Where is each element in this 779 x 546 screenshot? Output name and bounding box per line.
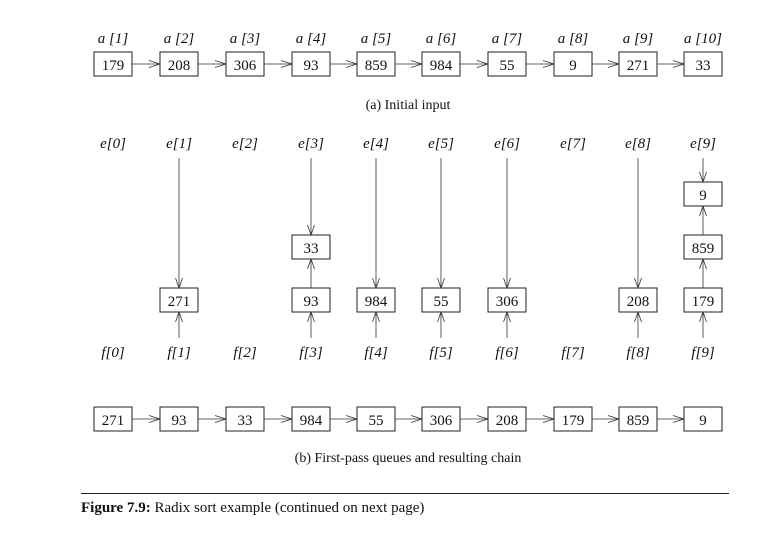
queue-node-value: 984 [364,294,388,310]
queue-node [292,288,330,312]
queue-front-label: f[5] [429,345,453,361]
queue-front-arrow [176,312,183,338]
queue-front-arrow [700,312,707,338]
initial-index-label: a [10] [684,31,722,47]
queue-node [422,288,460,312]
queue-front-arrow [438,312,445,338]
chain-link-arrow [526,416,554,423]
chain-node-value: 306 [429,413,453,429]
initial-node-value: 271 [626,58,650,74]
queue-link-arrow [700,259,707,288]
chain-link-arrow [198,416,226,423]
queue-front-label: f[4] [364,345,388,361]
figure-caption-text: Radix sort example (continued on next page) [150,500,425,516]
chain-node-value: 179 [561,413,585,429]
queue-end-arrow [635,158,642,288]
initial-index-label: a [9] [622,31,654,47]
queue-end-arrow [176,158,183,288]
queue-node-value: 33 [303,241,319,257]
chain-link-arrow [592,416,619,423]
initial-node [422,52,460,76]
queue-end-arrow [373,158,380,288]
initial-node-value: 55 [499,58,515,74]
chain-link-arrow [460,416,488,423]
queue-end-label: e[5] [428,136,454,152]
initial-node [160,52,198,76]
chain-node [292,407,330,431]
chain-link-arrow [132,61,160,68]
queue-end-label: e[4] [363,136,389,152]
first-pass-queues [100,136,722,361]
queue-link-arrow [700,206,707,235]
initial-node [554,52,592,76]
queue-front-label: f[1] [167,345,191,361]
chain-link-arrow [657,416,684,423]
queue-front-label: f[8] [626,345,650,361]
queue-node-value: 9 [699,188,707,204]
queue-front-arrow [504,312,511,338]
chain-link-arrow [592,61,619,68]
chain-link-arrow [198,61,226,68]
resulting-chain [94,407,722,431]
initial-node-value: 93 [303,58,319,74]
chain-link-arrow [395,61,422,68]
initial-index-label: a [2] [163,31,195,47]
initial-node-value: 179 [101,58,125,74]
queue-end-label: e[6] [494,136,520,152]
queue-node [684,235,722,259]
queue-end-arrow [438,158,445,288]
initial-node [226,52,264,76]
figure-caption [81,500,424,517]
initial-node [488,52,526,76]
figure-caption-label: Figure 7.9: [81,500,151,516]
first-pass-caption: (b) First-pass queues and resulting chain [294,451,522,466]
initial-node-value: 859 [364,58,388,74]
queue-end-arrow [308,158,315,235]
queue-end-label: e[9] [690,136,716,152]
queue-node [292,235,330,259]
initial-node [684,52,722,76]
chain-node-value: 33 [237,413,253,429]
initial-node [357,52,395,76]
queue-node-value: 859 [691,241,715,257]
initial-node [94,52,132,76]
chain-link-arrow [657,61,684,68]
chain-node [619,407,657,431]
chain-node [160,407,198,431]
chain-link-arrow [264,416,292,423]
initial-index-label: a [8] [557,31,589,47]
queue-node-value: 306 [495,294,519,310]
queue-node [488,288,526,312]
chain-node [684,407,722,431]
chain-node-value: 984 [299,413,323,429]
queue-front-arrow [308,312,315,338]
chain-node [554,407,592,431]
queue-node-value: 208 [626,294,650,310]
initial-node-value: 306 [233,58,257,74]
queue-node-value: 93 [303,294,319,310]
queue-link-arrow [308,259,315,288]
queue-node-value: 179 [691,294,715,310]
chain-node-value: 208 [495,413,519,429]
chain-node [357,407,395,431]
initial-index-label: a [1] [97,31,129,47]
chain-node-value: 93 [171,413,187,429]
initial-node [292,52,330,76]
initial-index-label: a [5] [360,31,392,47]
initial-index-label: a [6] [425,31,457,47]
chain-link-arrow [526,61,554,68]
queue-node [619,288,657,312]
chain-link-arrow [395,416,422,423]
queue-node [160,288,198,312]
queue-front-label: f[3] [299,345,323,361]
chain-node [422,407,460,431]
queue-end-label: e[0] [100,136,126,152]
queue-front-label: f[6] [495,345,519,361]
queue-front-label: f[2] [233,345,257,361]
chain-node-value: 9 [699,413,707,429]
caption-divider [81,493,729,494]
chain-node [488,407,526,431]
initial-node-value: 33 [695,58,711,74]
chain-node-value: 859 [626,413,650,429]
queue-front-label: f[9] [691,345,715,361]
initial-node-value: 9 [569,58,577,74]
initial-node [619,52,657,76]
initial-input-chain [94,31,722,76]
queue-node-value: 271 [167,294,191,310]
queue-end-label: e[3] [298,136,324,152]
chain-node [94,407,132,431]
queue-front-label: f[7] [561,345,585,361]
queue-end-label: e[1] [166,136,192,152]
queue-end-arrow [504,158,511,288]
initial-node-value: 984 [429,58,453,74]
queue-front-arrow [635,312,642,338]
chain-link-arrow [330,61,357,68]
initial-index-label: a [4] [295,31,327,47]
queue-front-label: f[0] [101,345,125,361]
queue-node-value: 55 [433,294,449,310]
queue-end-label: e[8] [625,136,651,152]
queue-end-label: e[7] [560,136,586,152]
initial-input-caption: (a) Initial input [365,98,451,113]
chain-node-value: 55 [368,413,384,429]
chain-node-value: 271 [101,413,125,429]
queue-end-arrow [700,158,707,182]
queue-node [357,288,395,312]
initial-index-label: a [7] [491,31,523,47]
chain-node [226,407,264,431]
chain-link-arrow [264,61,292,68]
initial-index-label: a [3] [229,31,261,47]
chain-link-arrow [330,416,357,423]
queue-end-label: e[2] [232,136,258,152]
chain-link-arrow [460,61,488,68]
queue-node [684,288,722,312]
chain-link-arrow [132,416,160,423]
initial-node-value: 208 [167,58,191,74]
queue-front-arrow [373,312,380,338]
queue-node [684,182,722,206]
